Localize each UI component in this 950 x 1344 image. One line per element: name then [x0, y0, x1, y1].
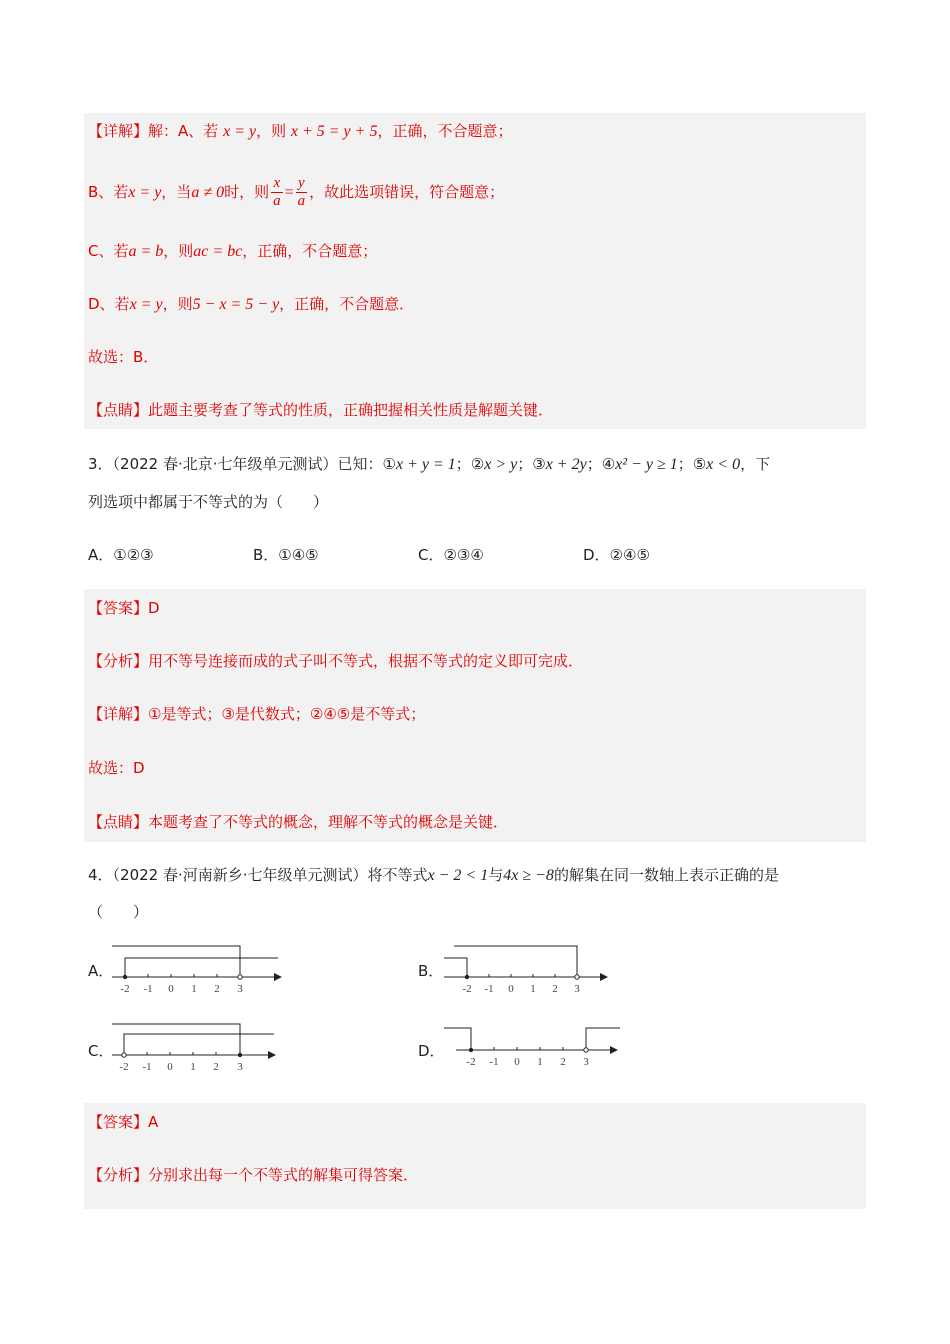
q3-option-c[interactable]: C．②③④	[418, 546, 484, 564]
q4-numberline-b[interactable]	[442, 942, 618, 998]
q3-option-b[interactable]: B．①④⑤	[253, 546, 319, 564]
q2-solution-box	[84, 113, 866, 429]
q4-option-c-label[interactable]: C．	[88, 1042, 114, 1060]
tick-label: 0	[508, 983, 514, 995]
tick-label: -1	[484, 983, 494, 995]
tick-label: -1	[143, 983, 153, 995]
tick-label: 2	[213, 1061, 219, 1073]
tick-label: -1	[489, 1056, 499, 1068]
tick-label: 1	[190, 1061, 196, 1073]
q2-detail-c: C、若a = b，则ac = bc，正确，不合题意；	[88, 242, 378, 260]
q3-option-d[interactable]: D．②④⑤	[583, 546, 650, 564]
q4-analysis: 【分析】分别求出每一个不等式的解集可得答案．	[88, 1166, 419, 1184]
q3-answer: 【答案】D	[88, 599, 160, 617]
tick-label: 3	[237, 1061, 243, 1073]
q4-option-b-label[interactable]: B．	[418, 962, 444, 980]
fraction-x-over-a: $\frac{x}{a}$	[273, 175, 281, 209]
q4-solution-box	[84, 1103, 866, 1209]
tick-label: 2	[560, 1056, 566, 1068]
q3-comment: 【点睛】本题考查了不等式的概念，理解不等式的概念是关键．	[88, 813, 509, 831]
fraction-y-over-a: $\frac{y}{a}$	[297, 175, 306, 209]
q2-detail-d: D、若x = y，则5 − x = 5 − y，正确，不合题意．	[88, 295, 415, 313]
q4-option-d-label[interactable]: D．	[418, 1042, 445, 1060]
q3-stem: 3．（2022 春·北京·七年级单元测试）已知：①x + y = 1；②x > y；③x + 2y；④x² − y ≥ 1；⑤x < 0，下	[88, 455, 771, 473]
tick-label: 2	[214, 983, 220, 995]
q3-detail: 【详解】①是等式；③是代数式；②④⑤是不等式；	[88, 705, 426, 723]
tick-label: 1	[191, 983, 197, 995]
q4-numberline-d[interactable]	[442, 1020, 624, 1076]
tick-label: -2	[120, 983, 130, 995]
tick-label: 0	[167, 1061, 173, 1073]
tick-label: -2	[119, 1061, 129, 1073]
q3-option-a[interactable]: A．①②③	[88, 546, 154, 564]
q3-choose: 故选：D	[88, 759, 145, 777]
q3-analysis: 【分析】用不等号连接而成的式子叫不等式，根据不等式的定义即可完成．	[88, 652, 584, 670]
tick-label: 3	[237, 983, 243, 995]
q4-stem: 4．（2022 春·河南新乡·七年级单元测试）将不等式x − 2 < 1与4x ≥ −8的解集在同一数轴上表示正确的是	[88, 866, 779, 884]
tick-label: 1	[537, 1056, 543, 1068]
q4-numberline-a[interactable]	[110, 942, 286, 998]
q2-detail-a: 【详解】解：A、若 x = y，则 x + 5 = y + 5，正确，不合题意；	[88, 122, 513, 140]
q4-numberline-c[interactable]	[110, 1020, 286, 1076]
q2-choose: 故选：B．	[88, 348, 159, 366]
tick-label: 3	[583, 1056, 589, 1068]
tick-label: -2	[466, 1056, 476, 1068]
q4-option-a-label[interactable]: A．	[88, 962, 114, 980]
tick-label: -2	[462, 983, 472, 995]
q2-comment: 【点睛】此题主要考查了等式的性质，正确把握相关性质是解题关键．	[88, 401, 554, 419]
q4-stem-line2: （ ）	[88, 903, 149, 921]
tick-label: 0	[514, 1056, 520, 1068]
tick-label: 0	[168, 983, 174, 995]
q2-detail-b: B、若x = y，当a ≠ 0时，则 $\frac{x}{a}$ = $\frac{y}{a}$ ，故此选项错误，符合题意；	[88, 175, 505, 209]
tick-label: 3	[574, 983, 580, 995]
tick-label: -1	[142, 1061, 152, 1073]
tick-label: 2	[552, 983, 558, 995]
q3-stem-line2: 列选项中都属于不等式的为（ ）	[88, 493, 329, 511]
q4-answer: 【答案】A	[88, 1113, 159, 1131]
tick-label: 1	[530, 983, 536, 995]
